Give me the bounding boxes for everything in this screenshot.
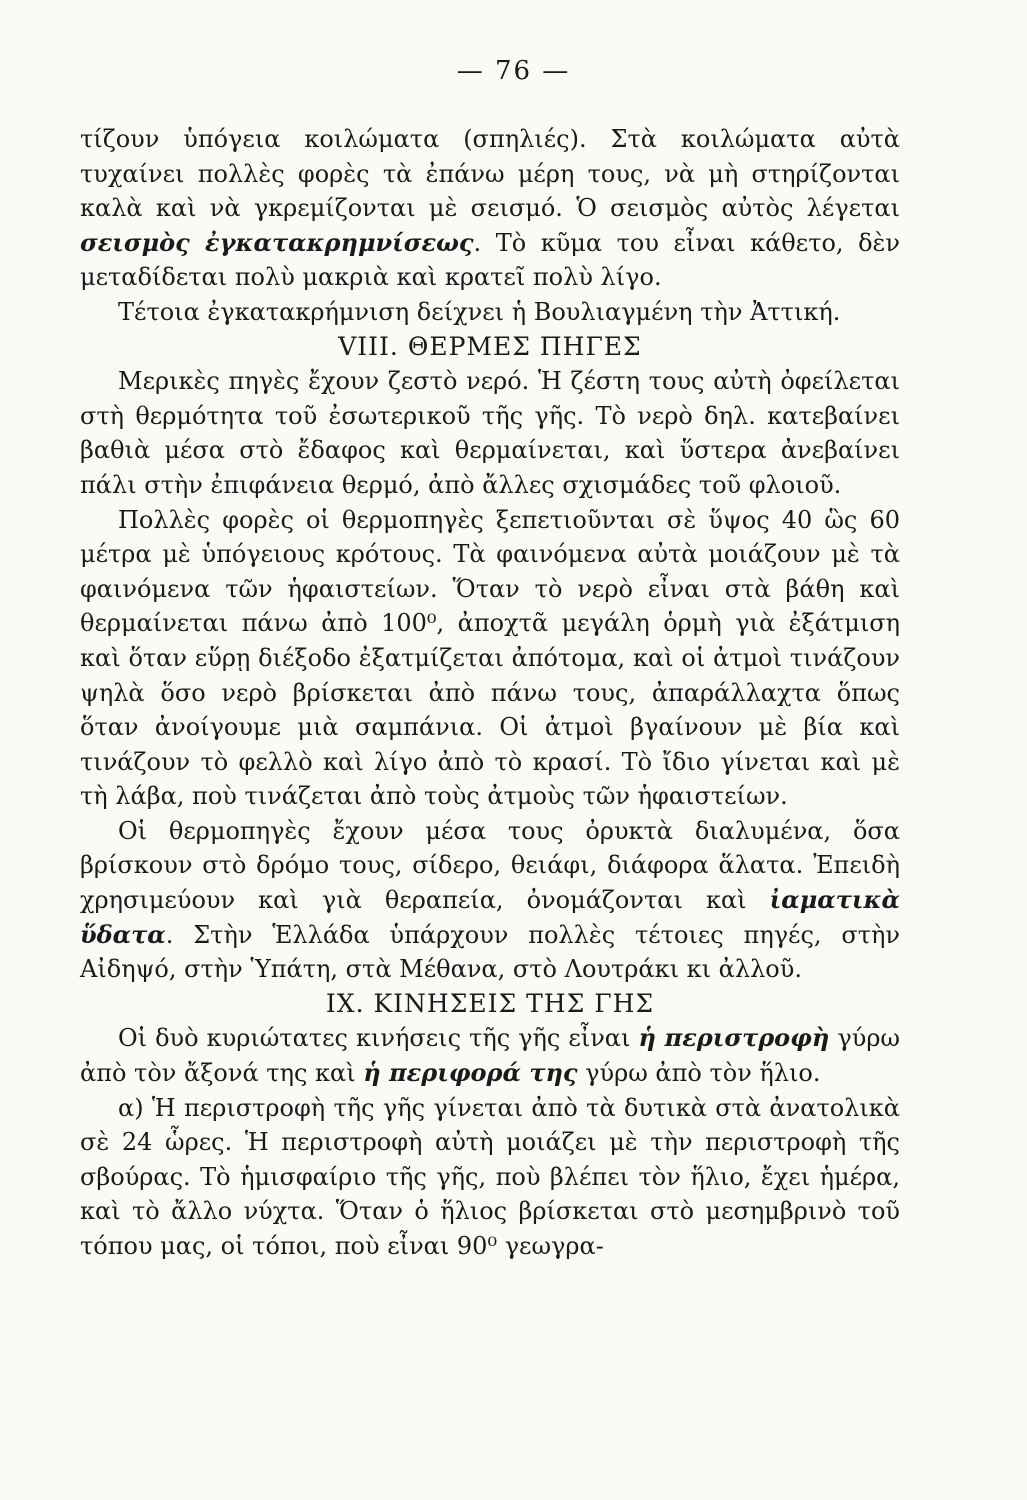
paragraph-earth-motions: Οἱ δυὸ κυριώτατες κινήσεις τῆς γῆς εἶναι ἡ περιστροφὴ γύρω ἀπὸ τὸν ἄξονά της καὶ ἡ περιφορά της γύρω ἀπὸ τὸν ἥλιο. — [80, 1023, 900, 1088]
paragraph-hot-springs-intro: Μερικὲς πηγὲς ἔχουν ζεστὸ νερό. Ἡ ζέστη τους αὐτὴ ὀφείλεται στὴ θερμότητα τοῦ ἐσωτερικοῦ τῆς γῆς. Τὸ νερὸ δηλ. κατεβαίνει βαθιὰ μέσα στὸ ἔδαφος καὶ θερμαίνεται, καὶ ὕστερα ἀνεβαίνει πάλι στὴν ἐπιφάνεια θερμό, ἀπὸ ἄλλες σχισμάδες τοῦ φλοιοῦ. — [80, 367, 900, 499]
page-number: — 76 — — [456, 56, 571, 86]
term-rotation: ἡ περιστροφὴ — [638, 1023, 830, 1053]
term-healing-waters: ἰαματικὰ ὕδατα — [80, 885, 900, 949]
term-revolution: ἡ περιφορά της — [363, 1058, 578, 1088]
term-collapse-earthquake: σεισμὸς ἐγκατακρημνίσεως — [80, 227, 474, 257]
paragraph-vouliagmeni: Τέτοια ἐγκατακρήμνιση δείχνει ἡ Βουλιαγμένη τὴν Ἀττική. — [118, 297, 841, 326]
paragraph-minerals: Οἱ θερμοπηγὲς ἔχουν μέσα τους ὀρυκτὰ διαλυμένα, ὅσα βρίσκουν στὸ δρόμο τους, σίδερο, θειάφι, διάφορα ἅλατα. Ἐπειδὴ χρησιμεύουν καὶ γιὰ θεραπεία, ὀνομάζονται καὶ ἰαματικὰ ὕδατα. Στὴν Ἑλλάδα ὑπάρχουν πολλὲς τέτοιες πηγές, στὴν Αἰδηψό, στὴν Ὑπάτη, στὰ Μέθανα, στὸ Λουτράκι κι ἀλλοῦ. — [80, 816, 900, 984]
section-heading-hot-springs: VIII. ΘΕΡΜΕΣ ΠΗΓΕΣ — [338, 331, 642, 361]
section-heading-earth-motions: IX. ΚΙΝΗΣΕΙΣ ΤΗΣ ΓΗΣ — [325, 988, 655, 1018]
paragraph-earthquake-collapse: τίζουν ὑπόγεια κοιλώματα (σπηλιές). Στὰ κοιλώματα αὐτὰ τυχαίνει πολλὲς φορὲς τὰ ἐπάνω μέρη τους, νὰ μὴ στηρίζονται καλὰ καὶ νὰ γκρεμίζονται μὲ σεισμό. Ὁ σεισμὸς αὐτὸς λέγεται σεισμὸς ἐγκατακρημνίσεως. Τὸ κῦμα του εἶναι κάθετο, δὲν μεταδίδεται πολὺ μακριὰ καὶ κρατεῖ πολὺ λίγο. — [80, 125, 901, 292]
paragraph-geysers: Πολλὲς φορὲς οἱ θερμοπηγὲς ξεπετιοῦνται σὲ ὕψος 40 ὣς 60 μέτρα μὲ ὑπόγειους κρότους. Τὰ φαινόμενα αὐτὰ μοιάζουν μὲ τὰ φαινόμενα τῶν ἡφαιστείων. Ὅταν τὸ νερὸ εἶναι στὰ βάθη καὶ θερμαίνεται πάνω ἀπὸ 100⁰, ἀποχτᾶ μεγάλη ὁρμὴ γιὰ ἐξάτμιση καὶ ὅταν εὕρῃ διέξοδο ἐξατμίζεται ἀπότομα, καὶ οἱ ἀτμοὶ τινάζουν ψηλὰ ὅσο νερὸ βρίσκεται ἀπὸ πάνω τους, ἀπαράλλαχτα ὅπως ὅταν ἀνοίγουμε μιὰ σαμπάνια. Οἱ ἀτμοὶ βγαίνουν μὲ βία καὶ τινάζουν τὸ φελλὸ καὶ λίγο ἀπὸ τὸ κρασί. Τὸ ἴδιο γίνεται καὶ μὲ τὴ λάβα, ποὺ τινάζεται ἀπὸ τοὺς ἀτμοὺς τῶν ἡφαιστείων. — [80, 505, 900, 811]
paragraph-rotation: α) Ἡ περιστροφὴ τῆς γῆς γίνεται ἀπὸ τὰ δυτικὰ στὰ ἀνατολικὰ σὲ 24 ὧρες. Ἡ περιστροφὴ αὐτὴ μοιάζει μὲ τὴν περιστροφὴ τῆς σβούρας. Τὸ ἡμισφαίριο τῆς γῆς, ποὺ βλέπει τὸν ἥλιο, ἔχει ἡμέρα, καὶ τὸ ἄλλο νύχτα. Ὅταν ὁ ἥλιος βρίσκεται στὸ μεσημβρινὸ τοῦ τόπου μας, οἱ τόποι, ποὺ εἶναι 90⁰ γεωγρα- — [80, 1093, 900, 1260]
page-body — [80, 122, 900, 1264]
